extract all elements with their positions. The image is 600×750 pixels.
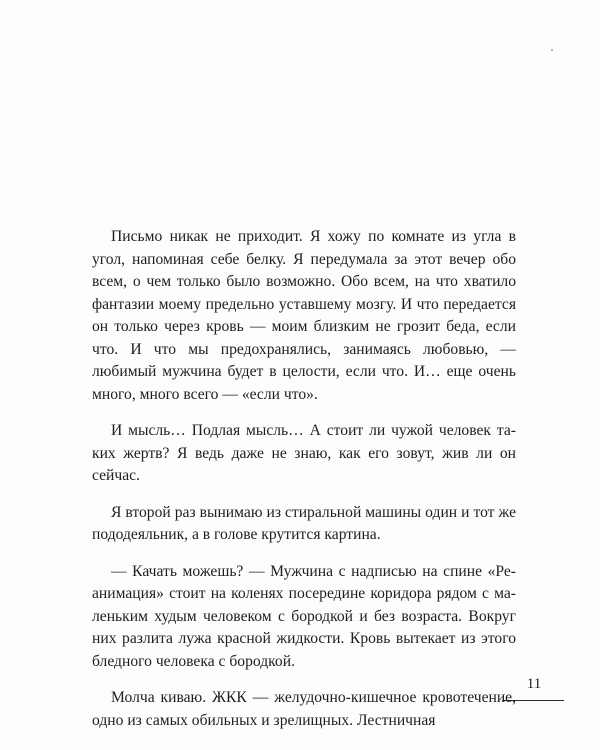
body-text (92, 226, 516, 732)
paragraph-1: Письмо никак не приходит. Я хожу по комнате из угла в угол, напоминая себе белку. Я передумала за этот вечер обо всем, о чем только было возможно. Обо всем, на что хватило фантазии моему предельно уставшему мозгу. И что передается он только через кровь — моим близким не грозит беда, если что. И что мы предохранялись, занимаясь любовью, — любимый мужчина будет в целости, если что. И… еще очень много, много всего — «если что». (92, 228, 516, 403)
paragraph-5: Молча киваю. ЖКК — желудочно-кишечное кровотечение, одно из самых обильных и зрелищных. Лестничная (92, 689, 516, 729)
page-number-rule (502, 700, 564, 701)
scan-speck (551, 49, 553, 51)
paragraph-3: Я второй раз вынимаю из стиральной машины один и тот же пододеяльник, а в голове крутится картина. (92, 503, 516, 543)
paragraph-2: И мысль… Подлая мысль… А стоит ли чужой человек таких жертв? Я ведь даже не знаю, как его зовут, жив ли он сейчас. (92, 422, 516, 484)
page-number: 11 (526, 676, 542, 692)
paragraph-4: — Качать можешь? — Мужчина с надписью на спине «Реанимация» стоит на коленях посередине коридора рядом с маленьким худым человеком с бородкой и без возраста. Вокруг них разлита лужа красной жидкости. Кровь вытекает из этого бледного человека с бородкой. (92, 562, 516, 670)
